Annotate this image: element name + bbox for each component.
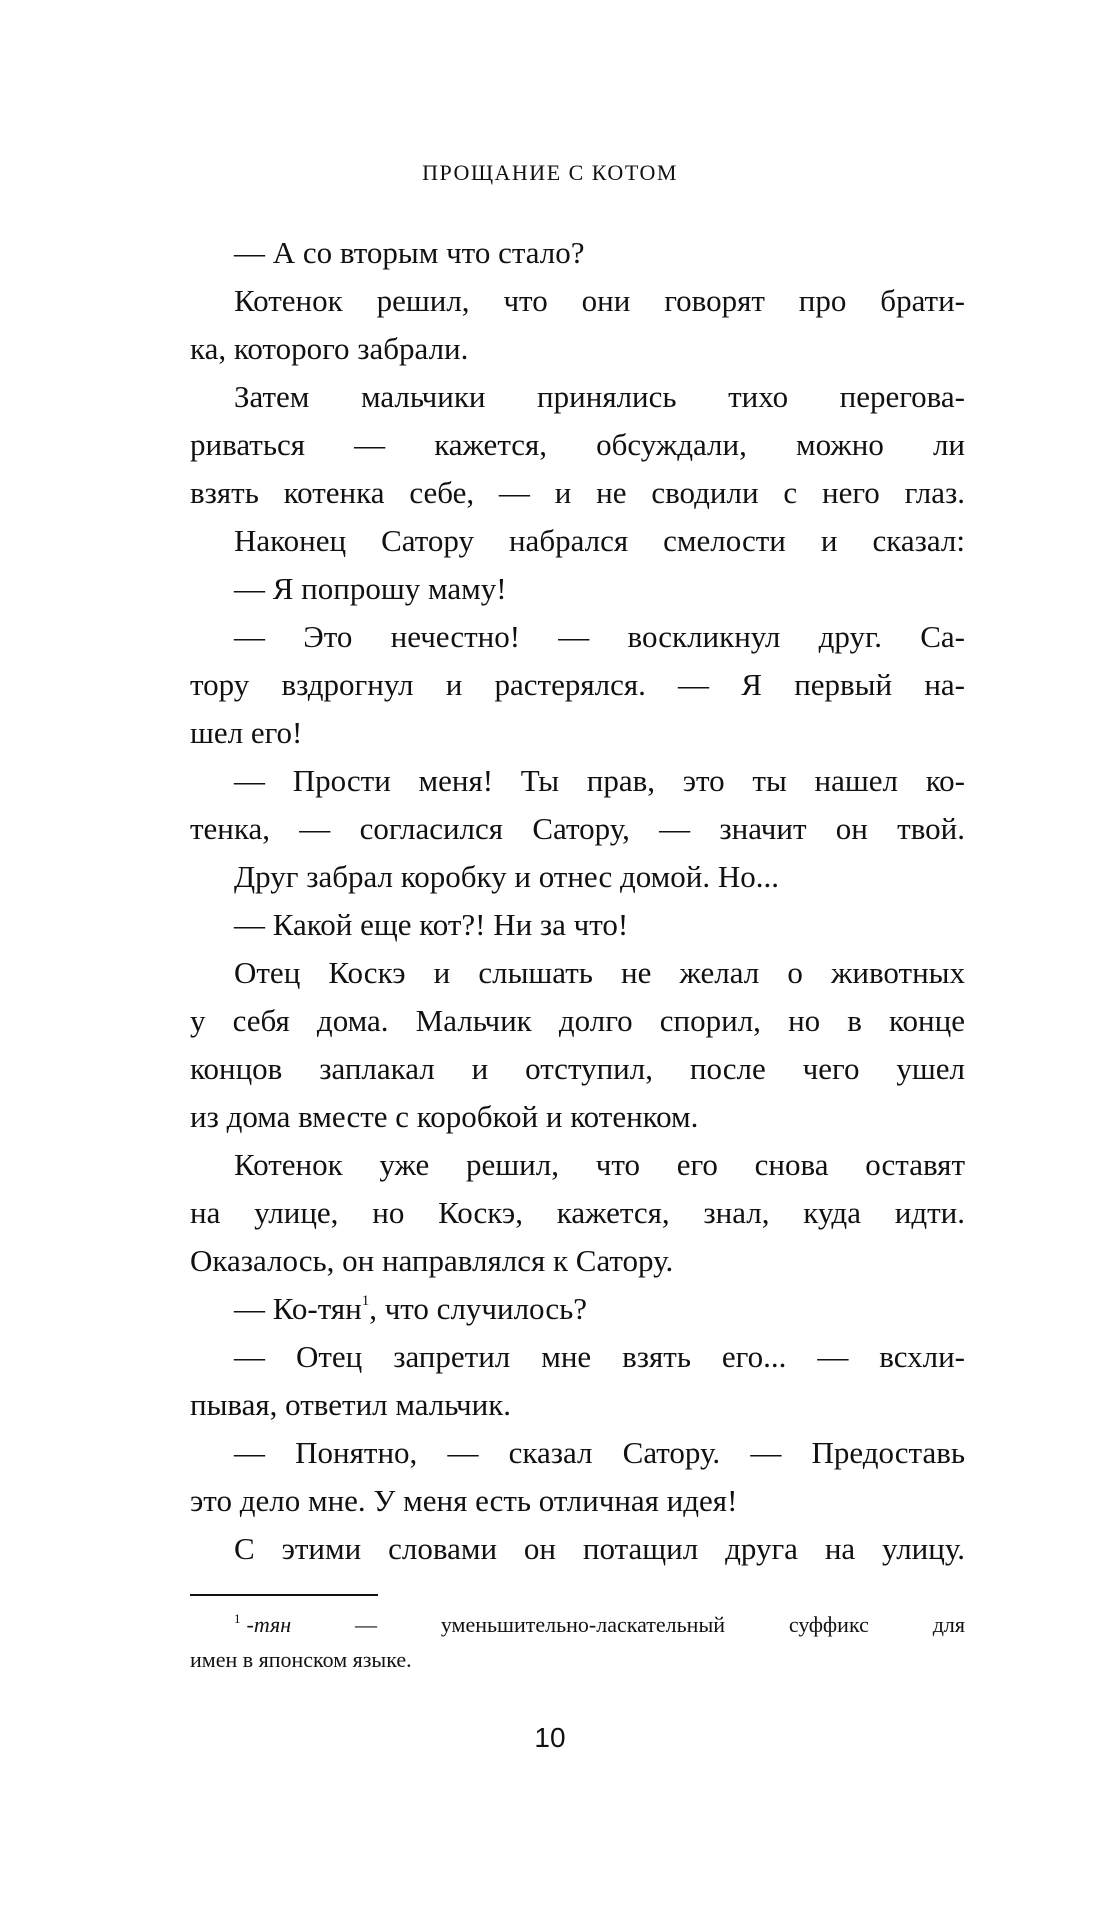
footnote-separator [190,1594,378,1596]
footnote-reference[interactable]: 1 [361,1293,370,1309]
body-text [190,229,965,1573]
text-line: шел его! [190,715,303,750]
text-line: это дело мне. У меня есть отличная идея! [190,1483,738,1518]
footnote-term: -тян [246,1612,292,1637]
text-line: — Я попрошу маму! [234,571,507,606]
text-line: взять котенка себе, — и не сводили с него глаз. [190,475,965,510]
footnote [190,1607,965,1677]
page-number: 10 [534,1722,566,1753]
text-line: — Отец запретил мне взять его... — всхли- [234,1339,965,1374]
text-line: Наконец Сатору набрался смелости и сказал: [234,523,965,558]
text-line: Котенок уже решил, что его снова оставят [234,1147,965,1182]
text-line: Котенок решил, что они говорят про брати- [234,283,965,318]
footnote-line [190,1607,965,1642]
text-line: риваться — кажется, обсуждали, можно ли [190,427,965,462]
footnote-text: — уменьшительно-ласкательный суффикс для [291,1612,965,1637]
text-line: тору вздрогнул и растерялся. — Я первый на- [190,667,965,702]
line-text: , что случилось? [369,1291,587,1326]
text-line: концов заплакал и отступил, после чего ушел [190,1051,965,1086]
running-head: ПРОЩАНИЕ С КОТОМ [422,160,678,185]
footnote-line: имен в японском языке. [190,1647,412,1672]
text-line: — Это нечестно! — воскликнул друг. Са- [234,619,965,654]
text-line: — Какой еще кот?! Ни за что! [234,907,629,942]
text-line: Оказалось, он направлялся к Сатору. [190,1243,674,1278]
text-line: Затем мальчики принялись тихо перегова- [234,379,965,414]
text-line: у себя дома. Мальчик долго спорил, но в конце [190,1003,965,1038]
text-line: — А со вторым что стало? [234,235,585,270]
text-line-with-footnote [190,1285,965,1333]
footnote-marker: 1 [234,1611,241,1626]
text-line: — Понятно, — сказал Сатору. — Предоставь [234,1435,965,1470]
text-line: из дома вместе с коробкой и котенком. [190,1099,699,1134]
text-line: на улице, но Коскэ, кажется, знал, куда идти. [190,1195,965,1230]
text-line: — Прости меня! Ты прав, это ты нашел ко- [234,763,965,798]
text-line: С этими словами он потащил друга на улицу. [234,1531,965,1566]
line-text: — Ко-тян [234,1291,362,1326]
text-line: Друг забрал коробку и отнес домой. Но... [234,859,779,894]
text-line: пывая, ответил мальчик. [190,1387,512,1422]
text-line: Отец Коскэ и слышать не желал о животных [234,955,965,990]
text-line: ка, которого забрали. [190,331,469,366]
text-line: тенка, — согласился Сатору, — значит он твой. [190,811,965,846]
